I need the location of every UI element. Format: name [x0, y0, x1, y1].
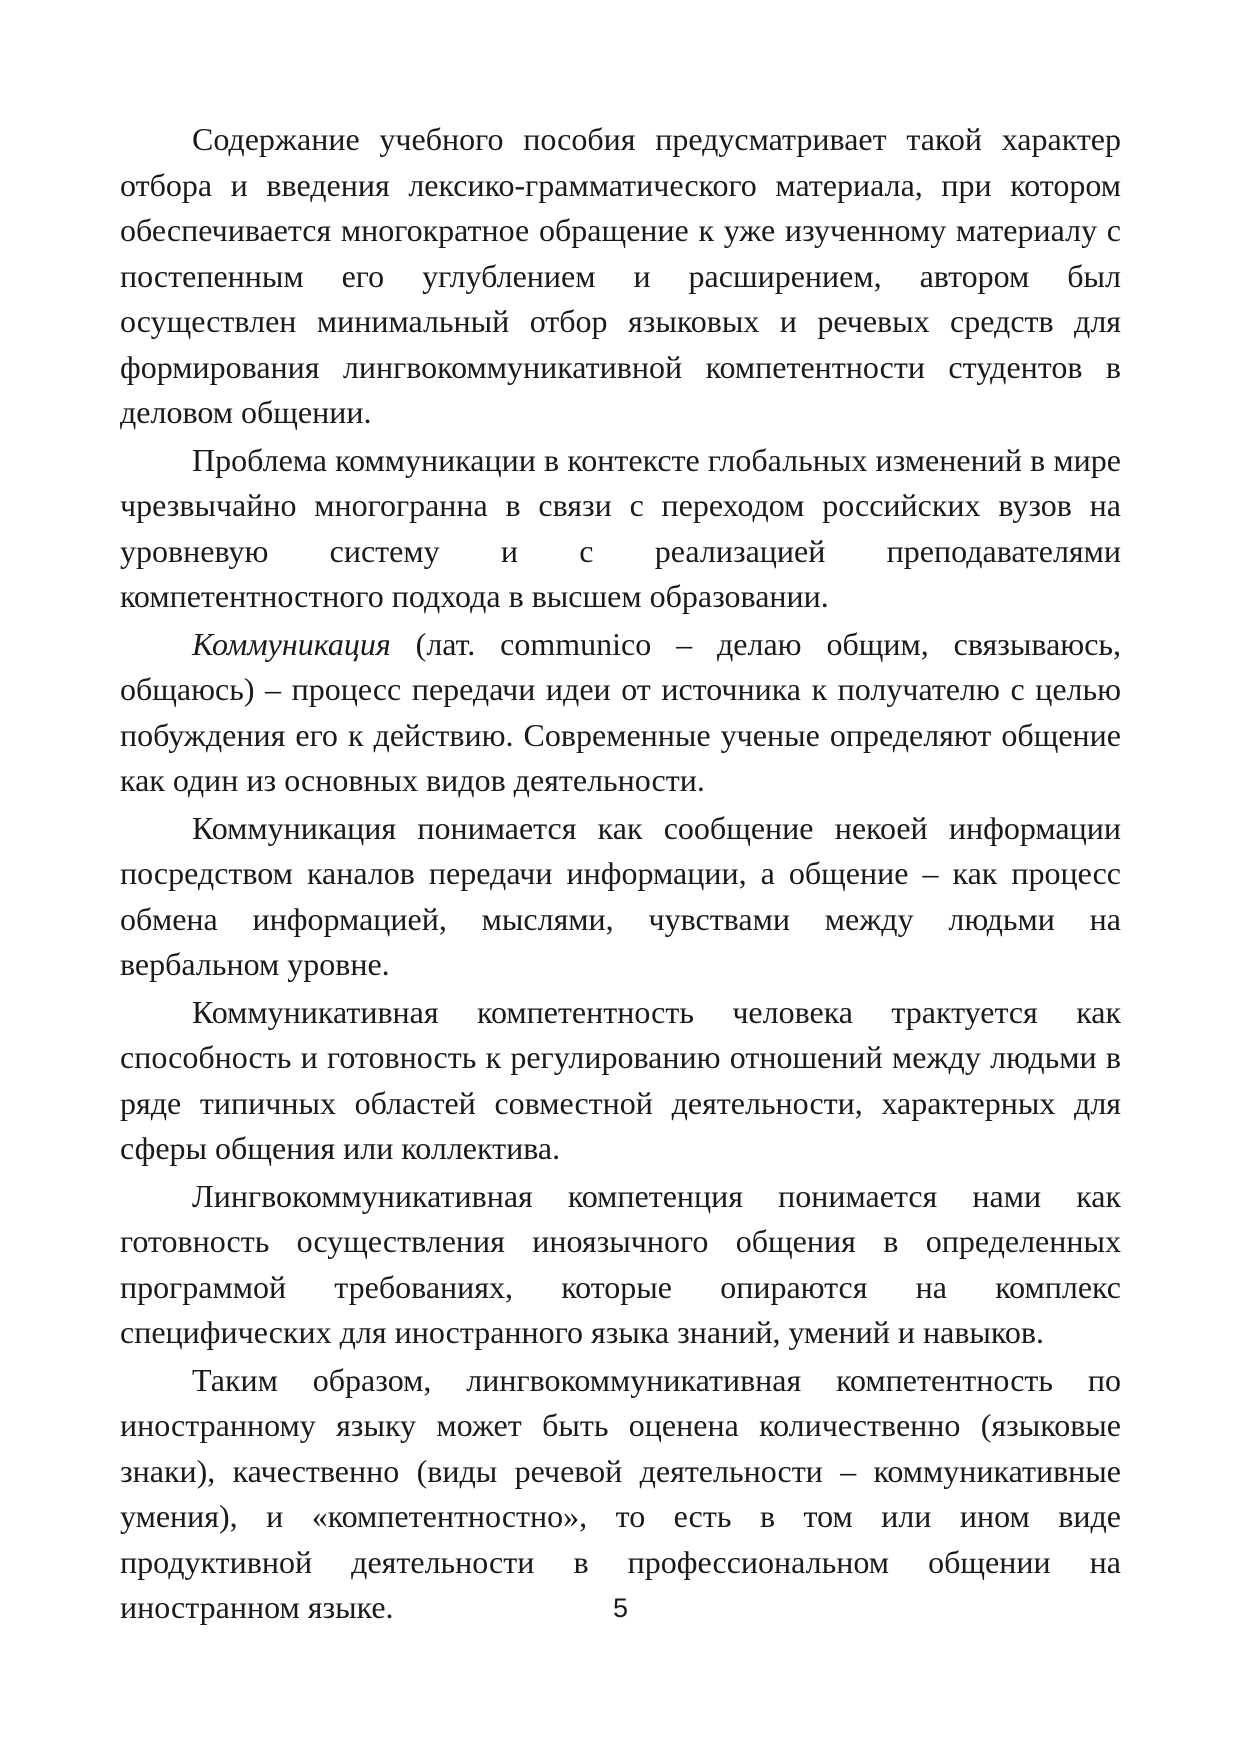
- definition-text: (лат. communico – делаю общим, связываюсь, общаюсь) – процесс передачи идеи от источника к получателю с целью побуждения его к действию. Современные ученые определяют общение как один из основных видов деятельности.: [120, 625, 1121, 798]
- paragraph-communication-problem: Проблема коммуникации в контексте глобальных изменений в мире чрезвычайно многогранна в связи с переходом российских вузов на уровневую систему и с реализацией преподавателями компетентностного подхода в высшем образовании.: [120, 441, 1121, 614]
- page-body-text: [120, 117, 1121, 1633]
- paragraph-conclusion: Таким образом, лингвокоммуникативная компетентность по иностранному языку может быть оценена количественно (языковые знаки), качественно (виды речевой деятельности – коммуникативные умения), и «компетентностно», то есть в том или ином виде продуктивной деятельности в профессиональном общении на иностранном языке.: [120, 1361, 1121, 1625]
- page-number: 5: [612, 1593, 629, 1623]
- paragraph-textbook-content: Содержание учебного пособия предусматривает такой характер отбора и введения лексико-грамматического материала, при котором обеспечивается многократное обращение к уже изученному материалу с постепенным его углублением и расширением, автором был осуществлен минимальный отбор языковых и речевых средств для формирования лингвокоммуникативной компетентности студентов в деловом общении.: [120, 121, 1121, 430]
- paragraph-linguocommunicative-competence: Лингвокоммуникативная компетенция понимается нами как готовность осуществления иноязычного общения в определенных программой требованиях, которые опираются на комплекс специфических для иностранного языка знаний, умений и навыков.: [120, 1177, 1121, 1350]
- paragraph-communication-understanding: Коммуникация понимается как сообщение некоей информации посредством каналов передачи информации, а общение – как процесс обмена информацией, мыслями, чувствами между людьми на вербальном уровне.: [120, 809, 1121, 982]
- paragraph-communication-definition: [120, 622, 1121, 804]
- definition-term: Коммуникация: [192, 625, 391, 662]
- paragraph-communicative-competence: Коммуникативная компетентность человека трактуется как способность и готовность к регулированию отношений между людьми в ряде типичных областей совместной деятельности, характерных для сферы общения или коллектива.: [120, 993, 1121, 1166]
